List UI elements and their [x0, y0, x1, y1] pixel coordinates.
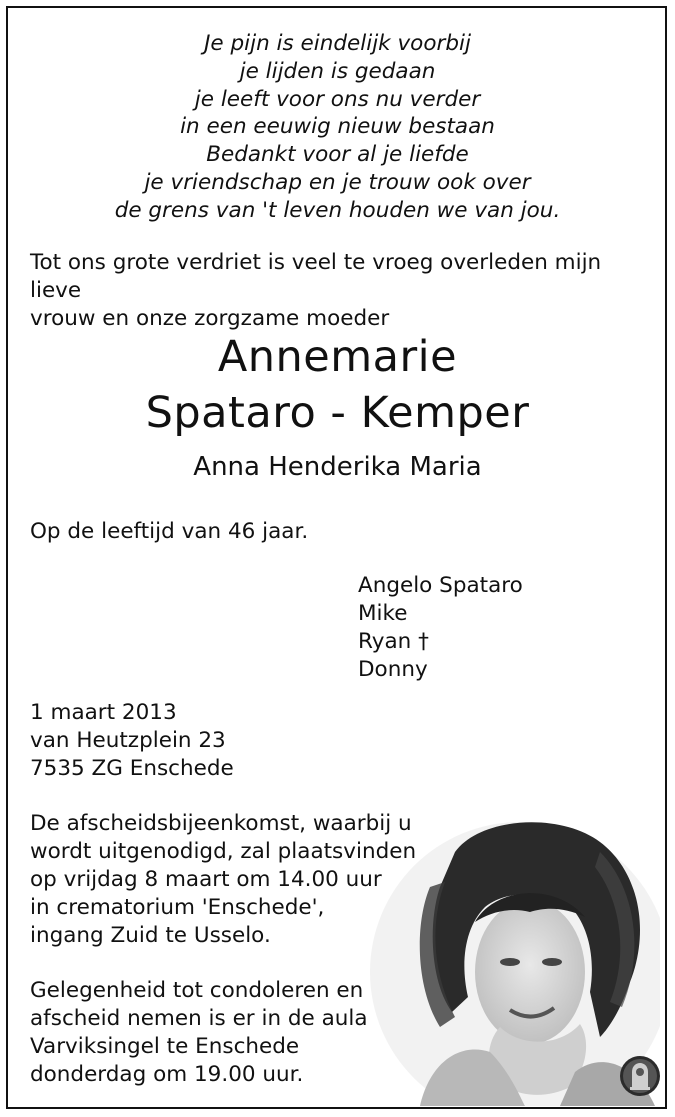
family-list — [358, 572, 523, 684]
date-and-address — [30, 699, 234, 783]
condolence-line: donderdag om 19.00 uur. — [30, 1062, 304, 1087]
condolence-line: Varviksingel te Enschede — [30, 1034, 300, 1059]
ceremony-text — [30, 810, 416, 950]
ceremony-line: op vrijdag 8 maart om 14.00 uur — [30, 867, 382, 892]
ceremony-line: in crematorium 'Enschede', — [30, 895, 325, 920]
memorial-badge-icon — [618, 1052, 662, 1100]
condolence-line: Gelegenheid tot condoleren en — [30, 978, 364, 1003]
poem-line: je lijden is gedaan — [239, 58, 436, 84]
intro-line: Tot ons grote verdriet is veel te vroeg overleden mijn lieve — [30, 250, 602, 303]
deceased-surname: Spataro - Kemper — [145, 388, 530, 438]
city-line: 7535 ZG Enschede — [30, 756, 234, 781]
family-member: Donny — [358, 657, 428, 682]
street-line: van Heutzplein 23 — [30, 728, 226, 753]
poem — [0, 30, 675, 225]
age-text: Op de leeftijd van 46 jaar. — [30, 519, 309, 544]
deceased-first-name: Annemarie — [217, 332, 458, 382]
family-member: Angelo Spataro — [358, 573, 523, 598]
family-member: Mike — [358, 601, 408, 626]
poem-line: Je pijn is eindelijk voorbij — [204, 31, 471, 56]
ceremony-line: ingang Zuid te Usselo. — [30, 923, 271, 948]
poem-line: Bedankt voor al je liefde — [206, 142, 469, 168]
poem-line: in een eeuwig nieuw bestaan — [180, 114, 495, 140]
poem-line: de grens van 't leven houden we van jou. — [114, 197, 561, 223]
poem-line: je vriendschap en je trouw ook over — [144, 169, 531, 195]
deceased-full-name: Anna Henderika Maria — [193, 452, 482, 482]
intro-line: vrouw en onze zorgzame moeder — [30, 306, 390, 331]
condolence-text — [30, 977, 368, 1089]
condolence-line: afscheid nemen is er in de aula — [30, 1006, 368, 1031]
ceremony-line: De afscheidsbijeenkomst, waarbij u — [30, 811, 412, 836]
date-line: 1 maart 2013 — [30, 700, 177, 725]
ceremony-line: wordt uitgenodigd, zal plaatsvinden — [30, 839, 417, 864]
poem-line: je leeft voor ons nu verder — [194, 86, 481, 112]
intro-text — [30, 249, 650, 333]
family-member: Ryan † — [358, 629, 429, 654]
